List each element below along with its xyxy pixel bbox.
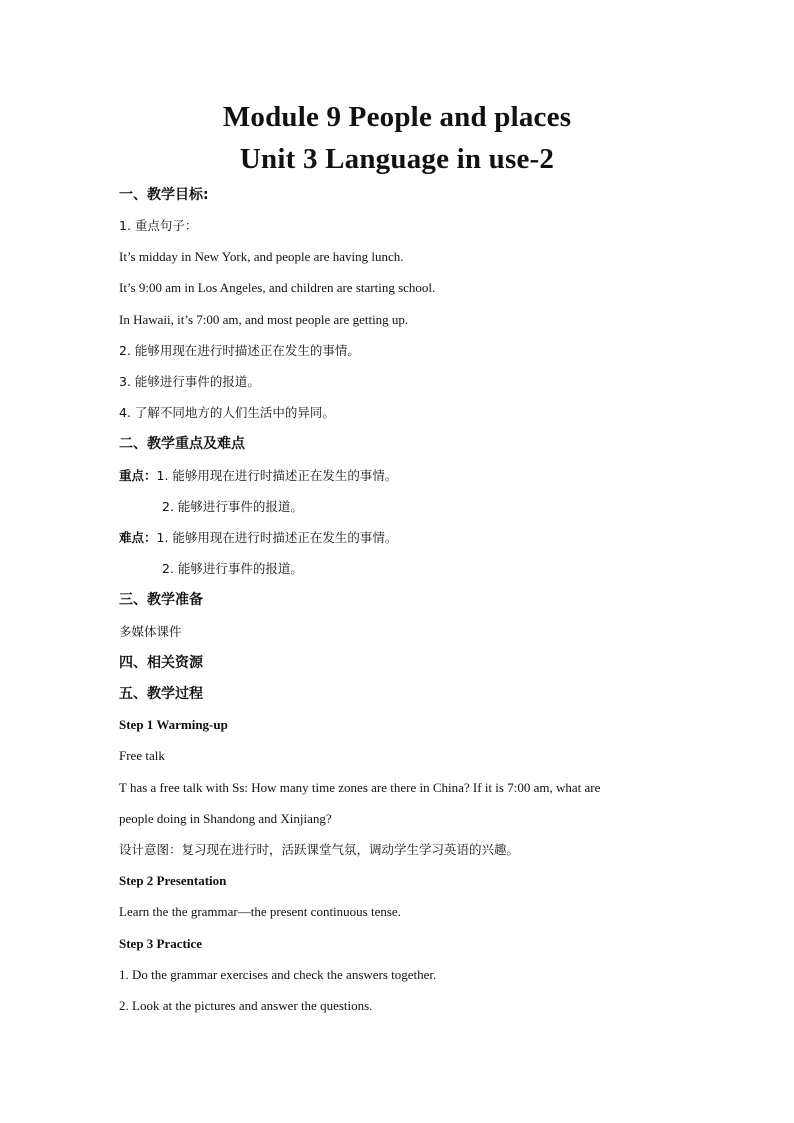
section2-heading: 二、教学重点及难点 xyxy=(119,436,245,452)
objective-item-2: 2. 能够用现在进行时描述正在发生的事情。 xyxy=(119,343,360,358)
step1-line-3: people doing in Shandong and Xinjiang? xyxy=(119,811,332,826)
step3-line-1: 1. Do the grammar exercises and check the answers together. xyxy=(119,967,437,982)
key-sentences-label: 1. 重点句子： xyxy=(119,218,198,233)
step3-line-2: 2. Look at the pictures and answer the questions. xyxy=(119,998,373,1013)
difficult-points-label: 难点： xyxy=(119,530,157,545)
step2-title: Step 2 Presentation xyxy=(119,873,227,888)
step1-line-2: T has a free talk with Ss: How many time zones are there in China? If it is 7:00 am, what are xyxy=(119,780,601,795)
step1-design-intent: 设计意图：复习现在进行时，活跃课堂气氛，调动学生学习英语的兴趣。 xyxy=(119,842,520,857)
section3-heading: 三、教学准备 xyxy=(119,592,203,608)
key-sentence-3: In Hawaii, it’s 7:00 am, and most people are getting up. xyxy=(119,312,409,327)
key-points-line-1 xyxy=(119,467,397,485)
document-subtitle: Unit 3 Language in use-2 xyxy=(239,143,555,175)
key-point-1: 1. 能够用现在进行时描述正在发生的事情。 xyxy=(156,468,398,483)
key-points-label: 重点： xyxy=(119,468,157,483)
difficult-point-2: 2. 能够进行事件的报道。 xyxy=(162,561,303,576)
key-point-2: 2. 能够进行事件的报道。 xyxy=(162,499,303,514)
teaching-materials: 多媒体课件 xyxy=(119,624,182,639)
key-sentence-2: It’s 9:00 am in Los Angeles, and children are starting school. xyxy=(119,280,436,295)
step1-line-1: Free talk xyxy=(119,748,165,763)
section1-heading: 一、教学目标: xyxy=(119,187,209,203)
step2-line-1: Learn the the grammar—the present continuous tense. xyxy=(119,904,401,919)
step1-title: Step 1 Warming-up xyxy=(119,717,228,732)
section4-heading: 四、相关资源 xyxy=(119,655,203,671)
difficult-point-1: 1. 能够用现在进行时描述正在发生的事情。 xyxy=(156,530,398,545)
objective-item-3: 3. 能够进行事件的报道。 xyxy=(119,374,260,389)
difficult-points-line-1 xyxy=(119,529,397,547)
document-title: Module 9 People and places xyxy=(222,101,572,133)
objective-item-4: 4. 了解不同地方的人们生活中的异同。 xyxy=(119,405,335,420)
key-sentence-1: It’s midday in New York, and people are having lunch. xyxy=(119,249,404,264)
step3-title: Step 3 Practice xyxy=(119,936,203,951)
section5-heading: 五、教学过程 xyxy=(119,686,203,702)
